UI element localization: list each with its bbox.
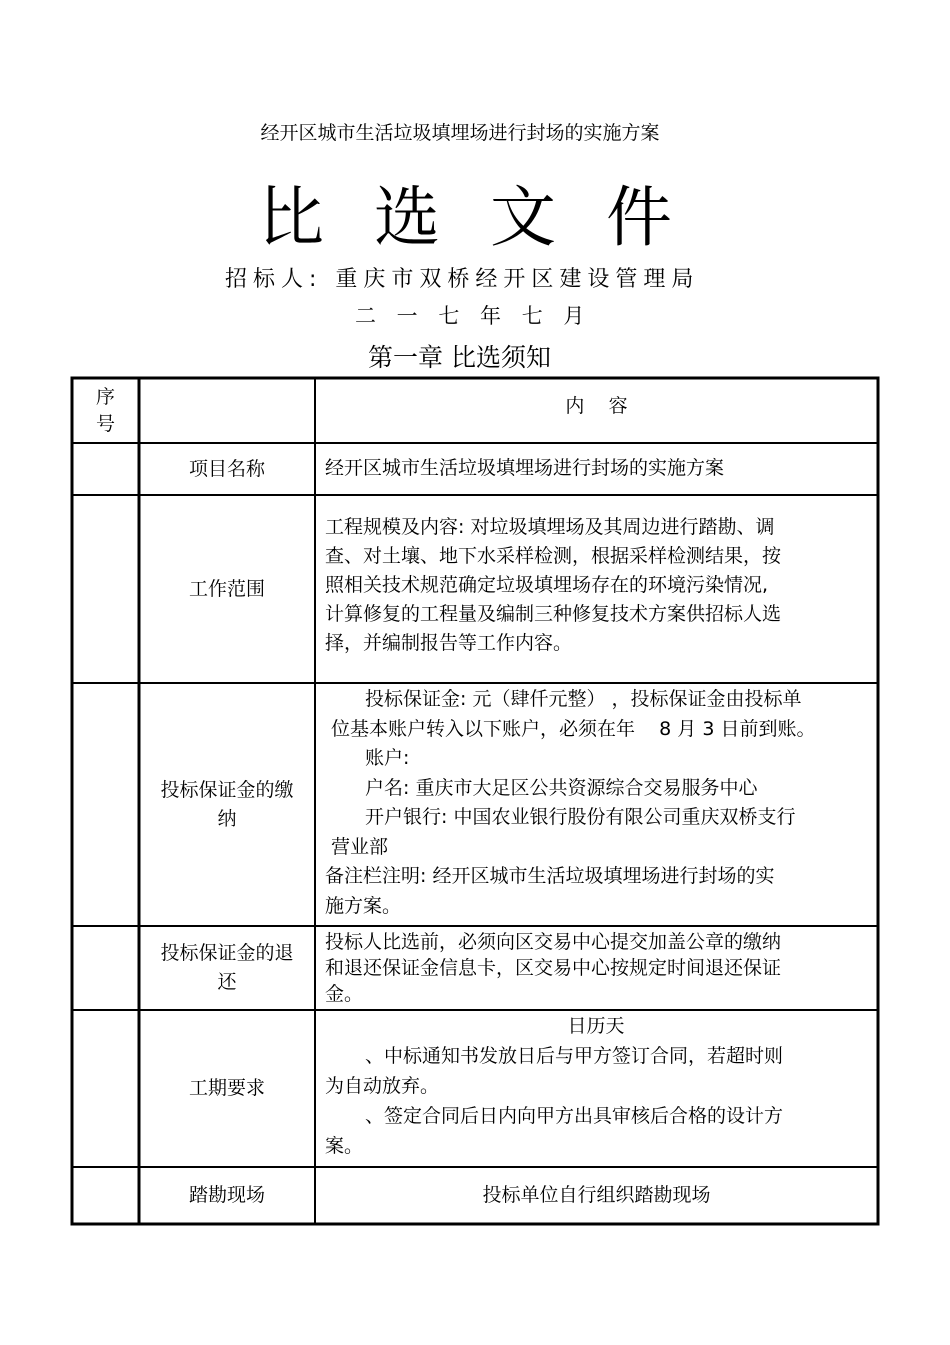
row-content-schedule <box>325 1011 865 1161</box>
text-line: 日历天 <box>567 1015 625 1037</box>
text-line: 投标保证金: 元（肆仟元整） ，投标保证金由投标单 <box>365 688 802 710</box>
row-label-refund <box>140 927 314 1009</box>
row-label-project-name: 项目名称 <box>188 457 265 480</box>
text-line: 施方案。 <box>325 894 402 917</box>
row-content-project-name: 经开区城市生活垃圾填埋场进行封场的实施方案 <box>325 457 725 479</box>
label-line: 投标保证金的缴 <box>160 778 294 801</box>
text-line: 案。 <box>325 1135 364 1157</box>
text-line: 金。 <box>325 983 364 1005</box>
text-line: 开户银行: 中国农业银行股份有限公司重庆双桥支行 <box>365 806 796 828</box>
label-line: 投标保证金的退 <box>160 942 294 964</box>
tenderer-line: 招标人: 重庆市双桥经开区建设管理局 <box>225 267 700 292</box>
header-sequence-number <box>73 379 138 442</box>
text-line: 账户: <box>365 747 410 769</box>
text-line: 照相关技术规范确定垃圾填埋场存在的环境污染情况, <box>325 574 769 596</box>
text-line: 计算修复的工程量及编制三种修复技术方案供招标人选 <box>325 603 782 625</box>
text-line: 查、对土壤、地下水采样检测，根据采样检测结果，按 <box>325 545 782 567</box>
row-label-deposit <box>140 684 314 925</box>
text-line: 、签定合同后日内向甲方出具审核后合格的设计方 <box>365 1105 784 1127</box>
text-line: 为自动放弃。 <box>325 1075 440 1097</box>
row-label-scope: 工作范围 <box>188 577 265 600</box>
text-line: 营业部 <box>331 835 389 858</box>
text-line: 和退还保证金信息卡，区交易中心按规定时间退还保证 <box>325 957 782 979</box>
row-label-schedule: 工期要求 <box>188 1077 265 1099</box>
document-date: 二 一 七 年 七 月 <box>355 304 585 328</box>
row-label-site-visit: 踏勘现场 <box>188 1184 265 1206</box>
text-line: 工程规模及内容: 对垃圾填埋场及其周边进行踏勘、调 <box>325 516 775 538</box>
text-line: 备注栏注明: 经开区城市生活垃圾填埋场进行封场的实 <box>325 865 775 887</box>
header-seq-char: 序 <box>95 385 115 408</box>
document-subtitle: 经开区城市生活垃圾填埋场进行封场的实施方案 <box>260 122 660 144</box>
text-line: 择，并编制报告等工作内容。 <box>325 632 573 654</box>
row-content-refund <box>325 929 781 1007</box>
text-line: 、中标通知书发放日后与甲方签订合同，若超时则 <box>365 1045 784 1067</box>
document-title: 比选文件 <box>258 179 722 256</box>
text-line: 户名: 重庆市大足区公共资源综合交易服务中心 <box>365 776 758 799</box>
chapter-heading: 第一章 比选须知 <box>368 343 551 372</box>
row-content-deposit <box>325 685 815 921</box>
text-line: 投标人比选前，必须向区交易中心提交加盖公章的缴纳 <box>325 931 782 953</box>
row-content-scope <box>325 513 781 658</box>
label-line: 还 <box>217 971 237 993</box>
header-content: 内 容 <box>565 395 628 417</box>
row-content-site-visit: 投标单位自行组织踏勘现场 <box>482 1184 711 1206</box>
text-line: 位基本账户转入以下账户，必须在年 8 月 3 日前到账。 <box>331 717 816 740</box>
header-seq-char: 号 <box>95 412 115 435</box>
label-line: 纳 <box>217 807 237 830</box>
